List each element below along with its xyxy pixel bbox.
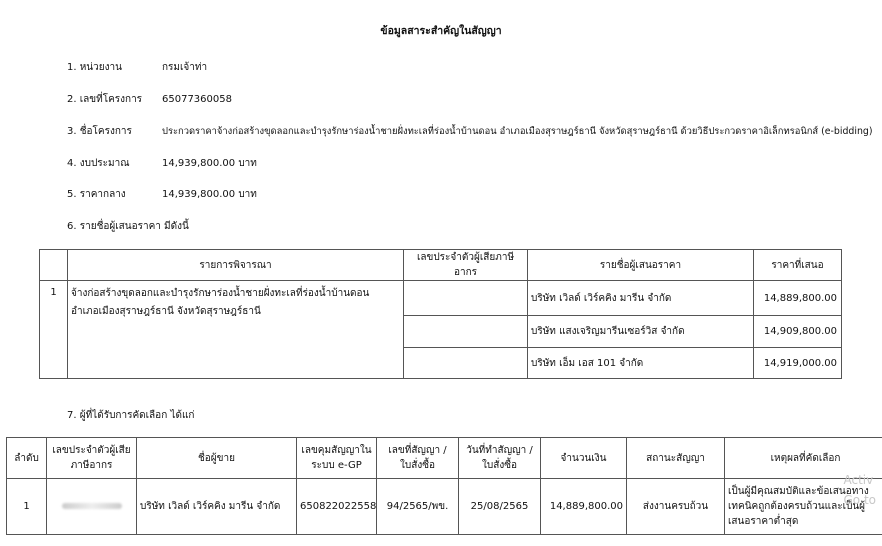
info-value: ประกวดราคาจ้างก่อสร้างขุดลอกและบำรุงรักษาร่องน้ำชายฝั่งทะเลที่ร่องน้ำบ้านดอน อำเภอเมืองสุราษฎร์ธานี จังหวัดสุราษฎร์ธานี ด้วยวิธีประกวดราคาอิเล็กทรอนิกส์ (e-bidding) xyxy=(162,126,873,137)
info-budget xyxy=(67,156,257,171)
bidders-table xyxy=(39,249,842,379)
watermark-line: Go to xyxy=(843,493,876,507)
table-header-row xyxy=(40,250,842,281)
tax-id-cell xyxy=(404,316,528,348)
column-header: ลำดับ xyxy=(7,438,47,479)
column-header: เหตุผลที่คัดเลือก xyxy=(725,438,882,479)
bidder-name: บริษัท เวิลด์ เวิร์คคิง มารีน จำกัด xyxy=(528,281,754,316)
table-row xyxy=(40,281,842,316)
row-index: 1 xyxy=(40,281,68,379)
info-project-number xyxy=(67,92,232,107)
tax-id-cell xyxy=(404,348,528,379)
bidder-name: บริษัท แสงเจริญมารีนเซอร์วิส จำกัด xyxy=(528,316,754,348)
info-value: 14,939,800.00 บาท xyxy=(162,189,257,200)
tax-id-cell xyxy=(404,281,528,316)
column-header: สถานะสัญญา xyxy=(627,438,725,479)
contract-number: 94/2565/พข. xyxy=(377,479,459,535)
info-value: 14,939,800.00 บาท xyxy=(162,158,257,169)
info-label: 3. ชื่อโครงการ xyxy=(67,126,132,137)
column-header: เลขประจำตัวผู้เสียภาษีอากร xyxy=(47,438,137,479)
info-value: 65077360058 xyxy=(162,94,232,105)
column-header: จำนวนเงิน xyxy=(541,438,627,479)
bid-price: 14,919,000.00 xyxy=(754,348,842,379)
column-header: ราคาที่เสนอ xyxy=(754,250,842,281)
section-selected-heading: 7. ผู้ที่ได้รับการคัดเลือก ได้แก่ xyxy=(67,410,195,421)
contract-status: ส่งงานครบถ้วน xyxy=(627,479,725,535)
info-value: กรมเจ้าท่า xyxy=(162,62,208,73)
column-header xyxy=(40,250,68,281)
row-index: 1 xyxy=(7,479,47,535)
tax-id-cell xyxy=(47,479,137,535)
info-median-price xyxy=(67,187,257,202)
contract-amount: 14,889,800.00 xyxy=(541,479,627,535)
column-header: เลขคุมสัญญาในระบบ e-GP xyxy=(297,438,377,479)
selected-vendor-table xyxy=(6,437,882,535)
bid-price: 14,909,800.00 xyxy=(754,316,842,348)
table-row xyxy=(7,479,882,535)
info-label: 4. งบประมาณ xyxy=(67,158,130,169)
info-agency xyxy=(67,60,207,75)
info-label: 5. ราคากลาง xyxy=(67,189,126,200)
bidder-name: บริษัท เอ็ม เอส 101 จำกัด xyxy=(528,348,754,379)
column-header: เลขที่สัญญา / ใบสั่งซื้อ xyxy=(377,438,459,479)
redacted-tax-id xyxy=(62,503,122,509)
info-label: 2. เลขที่โครงการ xyxy=(67,94,143,105)
column-header: รายการพิจารณา xyxy=(68,250,404,281)
item-description: จ้างก่อสร้างขุดลอกและบำรุงรักษาร่องน้ำชายฝั่งทะเลที่ร่องน้ำบ้านดอน อำเภอเมืองสุราษฎร์ธานี จังหวัดสุราษฎร์ธานี xyxy=(68,281,404,379)
column-header: รายชื่อผู้เสนอราคา xyxy=(528,250,754,281)
table-header-row xyxy=(7,438,882,479)
column-header: ชื่อผู้ขาย xyxy=(137,438,297,479)
egp-number: 650822022558 xyxy=(297,479,377,535)
page-title: ข้อมูลสาระสำคัญในสัญญา xyxy=(380,25,502,37)
info-project-name xyxy=(67,124,873,139)
column-header: วันที่ทำสัญญา / ใบสั่งซื้อ xyxy=(459,438,541,479)
watermark-line: Activ xyxy=(843,473,874,487)
seller-name: บริษัท เวิลด์ เวิร์คคิง มารีน จำกัด xyxy=(137,479,297,535)
info-label: 1. หน่วยงาน xyxy=(67,62,122,73)
bid-price: 14,889,800.00 xyxy=(754,281,842,316)
contract-date: 25/08/2565 xyxy=(459,479,541,535)
section-bidders-heading: 6. รายชื่อผู้เสนอราคา มีดังนี้ xyxy=(67,221,189,232)
activation-watermark xyxy=(843,470,876,510)
column-header: เลขประจำตัวผู้เสียภาษีอากร xyxy=(404,250,528,281)
selection-reason: เป็นผู้มีคุณสมบัติและข้อเสนอทางเทคนิคถูกต้องครบถ้วนและเป็นผู้เสนอราคาต่ำสุด xyxy=(725,479,882,535)
